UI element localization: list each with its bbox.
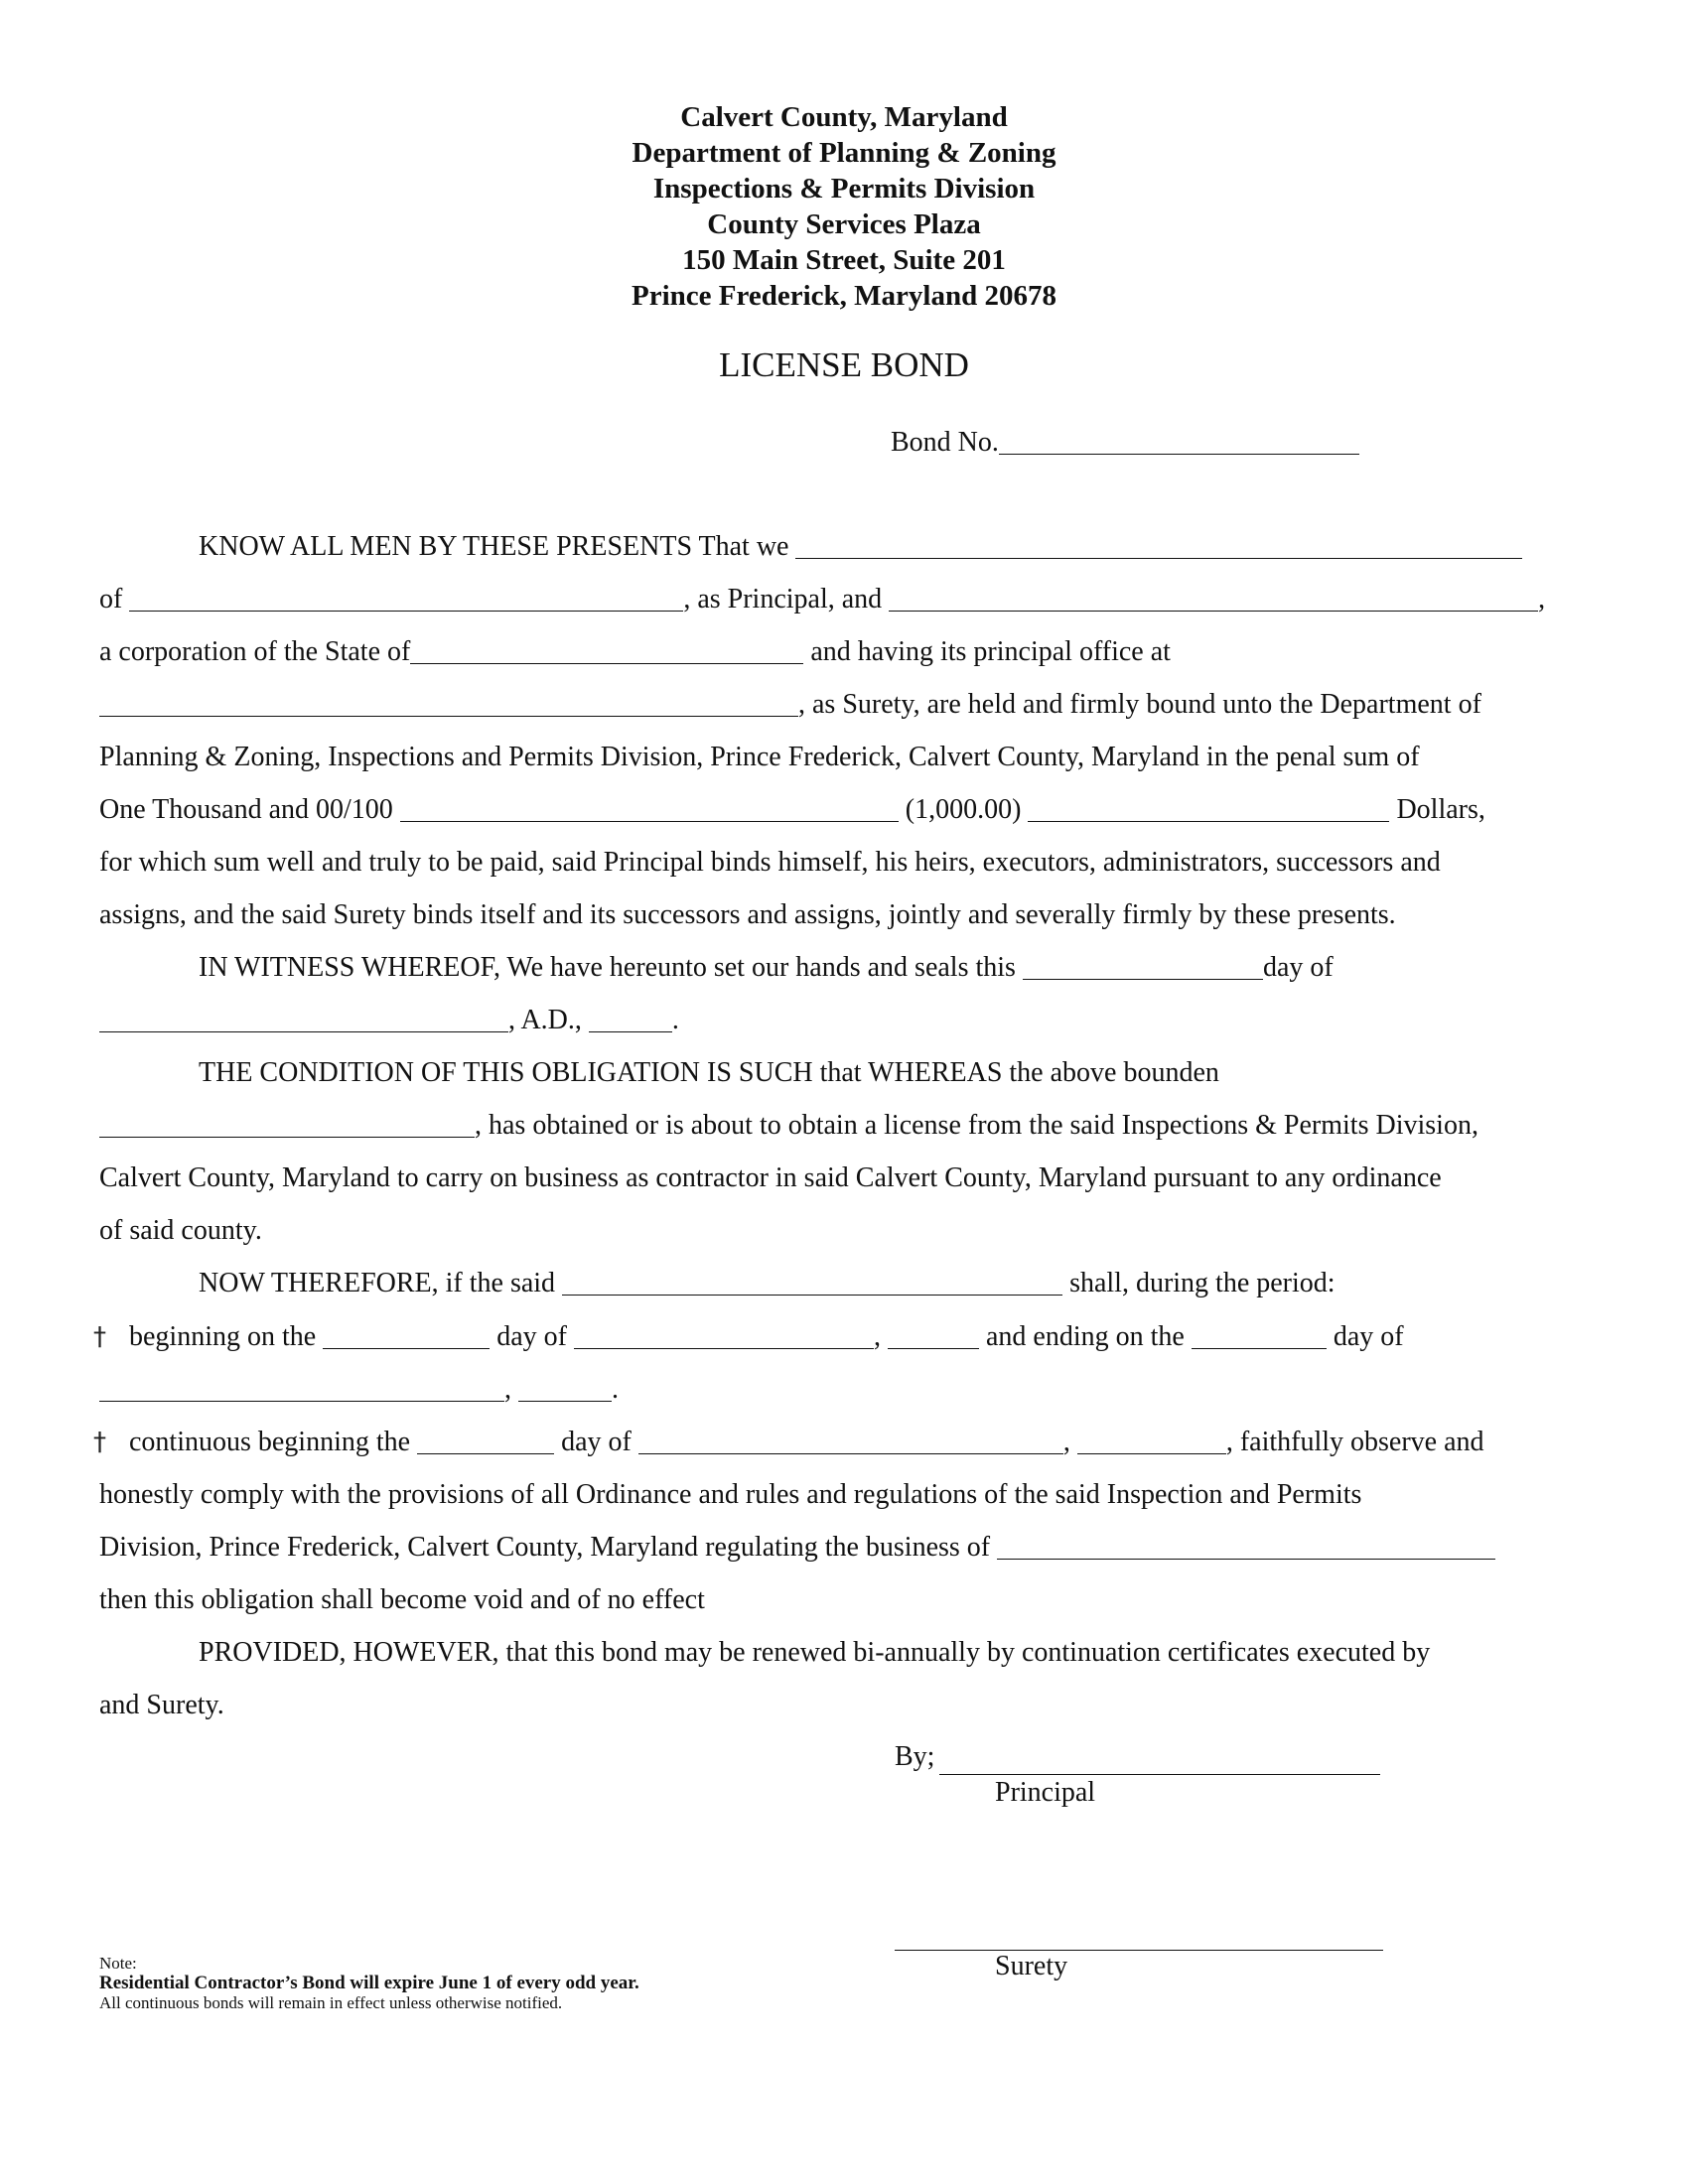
p5-line1 [99, 1635, 1609, 1671]
during-period-text: shall, during the period: [1069, 1268, 1336, 1298]
p2-line2 [99, 1003, 1609, 1038]
surety-state-field[interactable] [410, 637, 803, 664]
p4-line1 [99, 1266, 1609, 1301]
comma: , [1538, 584, 1546, 614]
header-street: 150 Main Street, Suite 201 [682, 244, 1006, 276]
bond-no-field[interactable] [999, 428, 1359, 455]
begin-day-field[interactable] [323, 1322, 490, 1349]
period: . [612, 1374, 619, 1405]
day-of-label: day of [1262, 952, 1334, 983]
said-name-field[interactable] [562, 1269, 1062, 1296]
note-continuous: All continuous bonds will remain in effect unless otherwise notified. [99, 1993, 563, 2012]
bond-no-row [891, 425, 1688, 461]
end-month-field[interactable] [99, 1375, 504, 1402]
witness-month-field[interactable] [99, 1006, 508, 1032]
surety-office-field[interactable] [99, 690, 798, 717]
p3-line3: Calvert County, Maryland to carry on business as contractor in said Calvert County, Maryland pursuant to any ordinance [99, 1162, 1442, 1193]
principal-label: Principal [995, 1777, 1096, 1808]
option-continuous-marker[interactable]: † [93, 1428, 106, 1457]
principal-signature-line[interactable] [939, 1773, 1380, 1775]
comma: , [504, 1374, 511, 1405]
end-year-field[interactable] [518, 1375, 612, 1402]
header-county: Calvert County, Maryland [680, 101, 1008, 133]
corporation-state-text: a corporation of the State of [99, 636, 411, 667]
p4-division-line [99, 1530, 1609, 1566]
of-label: of [99, 584, 123, 614]
footnote [99, 1954, 639, 2013]
option-fixed-period-line1 [129, 1319, 1609, 1355]
day-of-label: day of [561, 1427, 632, 1457]
agency-header [0, 99, 1688, 314]
p1-intro-text: KNOW ALL MEN BY THESE PRESENTS That we [199, 531, 789, 562]
begin-month-field[interactable] [574, 1322, 874, 1349]
ending-on-text: and ending on the [985, 1321, 1185, 1352]
by-label: By; [895, 1741, 935, 1772]
comma: , [1062, 1427, 1070, 1457]
document-title: LICENSE BOND [719, 345, 969, 384]
note-expiry: Residential Contractor’s Bond will expire June 1 of every odd year. [99, 1973, 639, 1993]
option-continuous-line [129, 1425, 1609, 1460]
continuous-month-field[interactable] [638, 1428, 1063, 1454]
p1-line6 [99, 792, 1609, 828]
faithfully-text: , faithfully observe and [1225, 1427, 1484, 1457]
has-obtained-text: , has obtained or is about to obtain a license from the said Inspections & Permits Division, [475, 1110, 1478, 1141]
bond-no-label: Bond No. [891, 427, 999, 458]
ad-label: , A.D., [508, 1005, 582, 1035]
begin-year-field[interactable] [888, 1322, 979, 1349]
comma: , [873, 1321, 881, 1352]
p5-line2: and Surety. [99, 1690, 224, 1720]
witness-text: IN WITNESS WHEREOF, We have hereunto set our hands and seals this [199, 952, 1016, 983]
header-department: Department of Planning & Zoning [632, 137, 1056, 169]
p1-line4 [99, 687, 1609, 723]
header-plaza: County Services Plaza [707, 208, 981, 240]
continuous-day-field[interactable] [417, 1428, 554, 1454]
bounden-name-field[interactable] [99, 1111, 475, 1138]
day-of-label: day of [1333, 1321, 1404, 1352]
beginning-on-text: beginning on the [129, 1321, 317, 1352]
p4-void-line: then this obligation shall become void and of no effect [99, 1584, 705, 1615]
surety-label: Surety [995, 1951, 1068, 1981]
principal-name-field[interactable] [795, 532, 1522, 559]
header-city: Prince Frederick, Maryland 20678 [632, 280, 1056, 312]
p1-line1 [99, 529, 1609, 565]
amount-words: One Thousand and 00/100 [99, 794, 393, 825]
business-type-field[interactable] [997, 1533, 1495, 1560]
as-principal-text: , as Principal, and [683, 584, 883, 614]
p1-line2 [99, 582, 1609, 617]
p1-line7: for which sum well and truly to be paid, said Principal binds himself, his heirs, executors, administrators, successors and [99, 847, 1441, 878]
now-therefore-text: NOW THEREFORE, if the said [199, 1268, 556, 1298]
condition-text: THE CONDITION OF THIS OBLIGATION IS SUCH that WHEREAS the above bounden [199, 1057, 1219, 1088]
header-division: Inspections & Permits Division [652, 173, 1036, 205]
surety-name-field[interactable] [889, 585, 1538, 612]
day-of-label: day of [496, 1321, 567, 1352]
p3-line1 [99, 1055, 1609, 1091]
p3-line2 [99, 1108, 1609, 1144]
as-surety-text: , as Surety, are held and firmly bound unto the Department of [798, 689, 1481, 720]
period: . [671, 1005, 679, 1035]
amount-number: (1,000.00) [905, 794, 1022, 825]
p1-line8: assigns, and the said Surety binds itself and its successors and assigns, jointly and severally firmly by these presents. [99, 899, 1396, 930]
amount-words-field[interactable] [400, 795, 899, 822]
p3-line4: of said county. [99, 1215, 262, 1246]
continuous-beginning-text: continuous beginning the [129, 1427, 411, 1457]
dollars-label: Dollars, [1396, 794, 1485, 825]
p4-honest-line: honestly comply with the provisions of all Ordinance and rules and regulations of the said Inspection and Permits [99, 1479, 1362, 1510]
end-day-field[interactable] [1192, 1322, 1327, 1349]
p1-line5: Planning & Zoning, Inspections and Permits Division, Prince Frederick, Calvert County, Maryland in the penal sum of [99, 742, 1420, 772]
p2-line1 [99, 950, 1609, 986]
witness-year-field[interactable] [589, 1006, 672, 1032]
p1-line3 [99, 634, 1609, 670]
continuous-year-field[interactable] [1077, 1428, 1226, 1454]
amount-number-field[interactable] [1028, 795, 1389, 822]
option-fixed-period-line2 [99, 1372, 1609, 1408]
option-fixed-period-marker[interactable]: † [93, 1322, 106, 1352]
principal-address-field[interactable] [129, 585, 683, 612]
regulating-business-text: Division, Prince Frederick, Calvert County, Maryland regulating the business of [99, 1532, 991, 1563]
witness-day-field[interactable] [1023, 953, 1263, 980]
provided-however-text: PROVIDED, HOWEVER, that this bond may be renewed bi-annually by continuation certificates executed by [199, 1637, 1431, 1668]
note-heading: Note: [99, 1954, 137, 1973]
surety-signature-line[interactable] [895, 1949, 1383, 1951]
principal-office-text: and having its principal office at [810, 636, 1171, 667]
